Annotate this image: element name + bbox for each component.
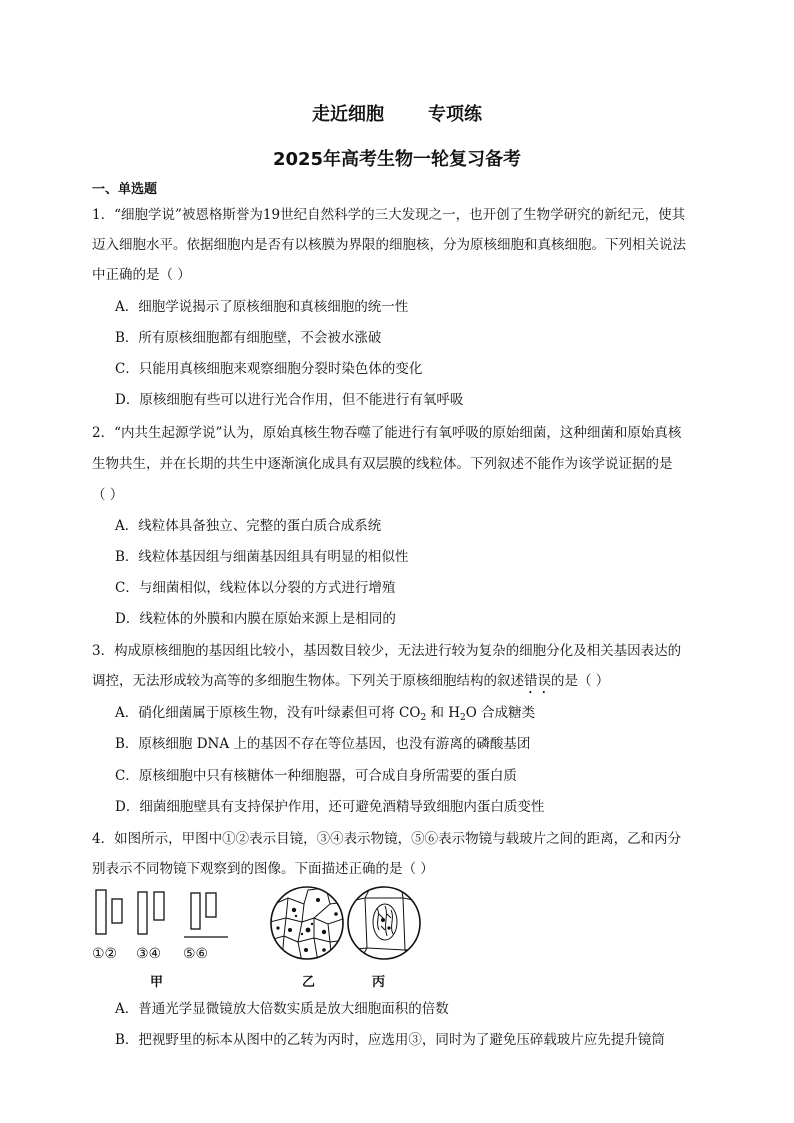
q2-option-b: B．线粒体基因组与细菌基因组具有明显的相似性 — [115, 549, 409, 565]
q4-stem-line2: 别表示不同物镜下观察到的图像。下面描述正确的是（ ） — [92, 861, 434, 877]
q2-option-c: C．与细菌相似，线粒体以分裂的方式进行增殖 — [115, 580, 396, 596]
q1-option-d: D．原核细胞有些可以进行光合作用，但不能进行有氧呼吸 — [115, 392, 464, 408]
q1-stem-line1: 1．“细胞学说”被恩格斯誉为19世纪自然科学的三大发现之一，也开创了生物学研究的新纪元，使其 — [92, 207, 686, 223]
q1-stem-line2: 迈入细胞水平。依据细胞内是否有以核膜为界限的细胞核，分为原核细胞和真核细胞。下列相关说法 — [92, 237, 686, 253]
q3-emphasis-word: 错误 — [524, 673, 551, 689]
q3-stem-text: 调控，无法形成较为高等的多细胞生物体。下列关于原核细胞结构的叙述 — [92, 673, 524, 689]
section-heading: 一、单选题 — [92, 182, 158, 197]
label-jia: 甲 — [150, 975, 164, 990]
q4-option-a: A．普通光学显微镜放大倍数实质是放大细胞面积的倍数 — [115, 1001, 449, 1017]
q3-option-a-text2: 和 H — [426, 705, 461, 721]
q3-option-a-text: A．硝化细菌属于原核生物，没有叶绿素但可将 CO — [115, 705, 421, 721]
q1-option-b: B．所有原核细胞都有细胞壁，不会被水涨破 — [115, 330, 382, 346]
q4-option-b: B．把视野里的标本从图中的乙转为丙时，应选用③，同时为了避免压碎载玻片应先提升镜筒 — [115, 1032, 665, 1048]
label-distances: ⑤⑥ — [183, 946, 209, 962]
q1-option-c: C．只能用真核细胞来观察细胞分裂时染色体的变化 — [115, 361, 423, 377]
low-magnification-view — [268, 884, 348, 962]
q3-stem-tail: 的是（ ） — [551, 673, 610, 689]
q2-stem-line3: （ ） — [92, 487, 124, 503]
co2-subscript: 2 — [420, 713, 427, 723]
q3-stem-line1: 3．构成原核细胞的基因组比较小，基因数目较少，无法进行较为复杂的细胞分化及相关基因表达的 — [92, 643, 682, 659]
q1-option-a: A．细胞学说揭示了原核细胞和真核细胞的统一性 — [115, 299, 409, 315]
q2-stem-line1: 2．“内共生起源学说”认为，原始真核生物吞噬了能进行有氧呼吸的原始细菌，这种细菌和原始真核 — [92, 425, 682, 441]
q1-stem-line3: 中正确的是（ ） — [92, 267, 191, 283]
q3-option-a-text3: O 合成糖类 — [465, 705, 536, 721]
title-part1: 走近细胞 — [312, 104, 384, 125]
high-magnification-view — [345, 884, 425, 962]
q3-option-a — [115, 701, 535, 723]
title-part2: 专项练 — [428, 104, 482, 125]
q2-stem-line2: 生物共生，并在长期的共生中逐渐演化成具有双层膜的线粒体。下列叙述不能作为该学说证据的是 — [92, 456, 673, 472]
label-eyepieces: ①② — [92, 946, 118, 962]
microscope-lenses-figure — [92, 885, 242, 945]
q3-option-d: D．细菌细胞壁具有支持保护作用，还可避免酒精导致细胞内蛋白质变性 — [115, 799, 545, 815]
q3-option-b: B．原核细胞 DNA 上的基因不存在等位基因，也没有游离的磷酸基团 — [115, 736, 531, 752]
label-objectives: ③④ — [136, 946, 162, 962]
q2-option-a: A．线粒体具备独立、完整的蛋白质合成系统 — [115, 518, 382, 534]
label-yi: 乙 — [302, 975, 316, 990]
q2-option-d: D．线粒体的外膜和内膜在原始来源上是相同的 — [115, 611, 396, 627]
page-subtitle: 2025年高考生物一轮复习备考 — [272, 149, 522, 170]
page-title — [0, 100, 794, 126]
q3-option-c: C．原核细胞中只有核糖体一种细胞器，可合成自身所需要的蛋白质 — [115, 768, 517, 784]
h2o-subscript: 2 — [460, 713, 466, 723]
q3-stem-line2 — [92, 669, 609, 697]
q4-stem-line1: 4．如图所示，甲图中①②表示目镜，③④表示物镜，⑤⑥表示物镜与载玻片之间的距离，乙和丙分 — [92, 831, 682, 847]
label-bing: 丙 — [372, 975, 386, 990]
